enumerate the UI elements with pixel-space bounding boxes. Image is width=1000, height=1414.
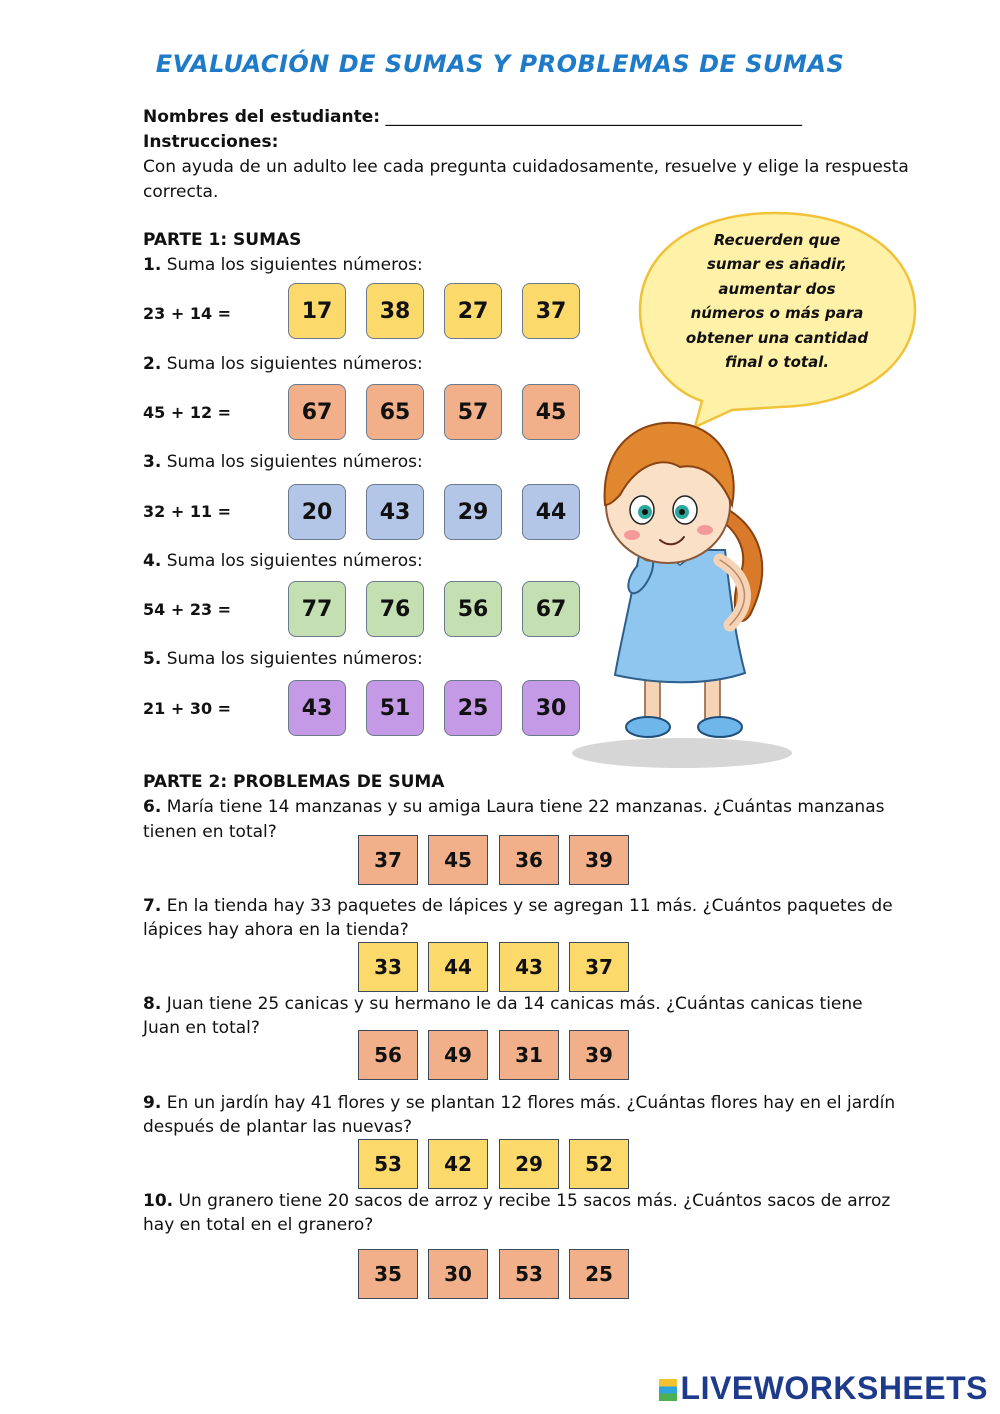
q4-option-d[interactable]: 67 — [522, 581, 580, 637]
q8-option-d[interactable]: 39 — [569, 1030, 629, 1080]
q2-option-b[interactable]: 65 — [366, 384, 424, 440]
part1-heading: PARTE 1: SUMAS — [143, 230, 302, 250]
question-number: 3. — [143, 452, 162, 472]
bubble-line: obtener una cantidad — [685, 328, 869, 347]
logo-icon — [659, 1379, 677, 1401]
question-10-line-2: hay en total en el granero? — [143, 1215, 374, 1235]
q5-option-b[interactable]: 51 — [366, 680, 424, 736]
q8-option-a[interactable]: 56 — [358, 1030, 418, 1080]
question-number: 2. — [143, 354, 162, 374]
q1-option-d[interactable]: 37 — [522, 283, 580, 339]
question-8-line-1 — [143, 992, 863, 1017]
q4-option-a[interactable]: 77 — [288, 581, 346, 637]
q1-option-c[interactable]: 27 — [444, 283, 502, 339]
q10-option-c[interactable]: 53 — [499, 1249, 559, 1299]
student-name-line[interactable]: _________________________________________________ — [385, 107, 802, 127]
question-text: María tiene 14 manzanas y su amiga Laura tiene 22 manzanas. ¿Cuántas manzanas — [161, 797, 885, 817]
q8-option-b[interactable]: 49 — [428, 1030, 488, 1080]
question-5-prompt — [143, 647, 423, 672]
question-8-line-2: Juan en total? — [143, 1018, 260, 1038]
q2-option-d[interactable]: 45 — [522, 384, 580, 440]
question-2-prompt — [143, 352, 423, 377]
question-text: Suma los siguientes números: — [161, 255, 423, 275]
q2-option-a[interactable]: 67 — [288, 384, 346, 440]
question-text: Un granero tiene 20 sacos de arroz y recibe 15 sacos más. ¿Cuántos sacos de arroz — [173, 1191, 891, 1211]
q6-option-b[interactable]: 45 — [428, 835, 488, 885]
question-2-equation: 45 + 12 = — [143, 403, 232, 422]
question-number: 5. — [143, 649, 162, 669]
q8-option-c[interactable]: 31 — [499, 1030, 559, 1080]
question-3-prompt — [143, 450, 423, 475]
q6-option-a[interactable]: 37 — [358, 835, 418, 885]
q7-option-c[interactable]: 43 — [499, 942, 559, 992]
question-1-equation: 23 + 14 = — [143, 304, 232, 323]
question-text: En un jardín hay 41 flores y se plantan 12 flores más. ¿Cuántas flores hay en el jardín — [161, 1093, 896, 1113]
q5-option-a[interactable]: 43 — [288, 680, 346, 736]
liveworksheets-logo — [659, 1370, 988, 1407]
question-text: Suma los siguientes números: — [161, 551, 423, 571]
bubble-line: Recuerden que — [713, 231, 841, 249]
q1-option-a[interactable]: 17 — [288, 283, 346, 339]
question-10-line-1 — [143, 1189, 890, 1214]
q9-option-a[interactable]: 53 — [358, 1139, 418, 1189]
q5-option-c[interactable]: 25 — [444, 680, 502, 736]
question-text: Suma los siguientes números: — [161, 354, 423, 374]
q9-option-d[interactable]: 52 — [569, 1139, 629, 1189]
question-number: 1. — [143, 255, 162, 275]
question-7-line-1 — [143, 894, 893, 919]
question-9-line-2: después de plantar las nuevas? — [143, 1117, 412, 1137]
q9-option-c[interactable]: 29 — [499, 1139, 559, 1189]
q10-option-a[interactable]: 35 — [358, 1249, 418, 1299]
question-1-prompt — [143, 253, 423, 278]
instructions-line-2: correcta. — [143, 182, 219, 202]
q4-option-c[interactable]: 56 — [444, 581, 502, 637]
q3-option-c[interactable]: 29 — [444, 484, 502, 540]
question-6-line-2: tienen en total? — [143, 822, 277, 842]
question-9-line-1 — [143, 1091, 895, 1116]
question-number: 9. — [143, 1093, 162, 1113]
question-3-equation: 32 + 11 = — [143, 502, 232, 521]
question-number: 8. — [143, 994, 162, 1014]
question-5-equation: 21 + 30 = — [143, 699, 232, 718]
bubble-line: final o total. — [724, 353, 830, 372]
question-4-equation: 54 + 23 = — [143, 600, 232, 619]
q9-option-b[interactable]: 42 — [428, 1139, 488, 1189]
q6-option-d[interactable]: 39 — [569, 835, 629, 885]
q1-option-b[interactable]: 38 — [366, 283, 424, 339]
question-number: 4. — [143, 551, 162, 571]
question-text: En la tienda hay 33 paquetes de lápices y se agregan 11 más. ¿Cuántos paquetes de — [161, 896, 893, 916]
question-4-prompt — [143, 549, 423, 574]
page-title: EVALUACIÓN DE SUMAS Y PROBLEMAS DE SUMAS — [155, 50, 845, 78]
question-6-line-1 — [143, 795, 885, 820]
bubble-line: sumar es añadir, — [707, 255, 847, 274]
question-text: Suma los siguientes números: — [161, 452, 423, 472]
question-number: 6. — [143, 797, 162, 817]
bubble-line: aumentar dos — [718, 279, 836, 298]
question-number: 10. — [143, 1191, 174, 1211]
bubble-line: números o más para — [690, 304, 864, 323]
bubble-text — [672, 228, 882, 374]
part2-heading: PARTE 2: PROBLEMAS DE SUMA — [143, 772, 445, 792]
question-number: 7. — [143, 896, 162, 916]
q5-option-d[interactable]: 30 — [522, 680, 580, 736]
q10-option-b[interactable]: 30 — [428, 1249, 488, 1299]
q7-option-a[interactable]: 33 — [358, 942, 418, 992]
q4-option-b[interactable]: 76 — [366, 581, 424, 637]
q2-option-c[interactable]: 57 — [444, 384, 502, 440]
student-name-row — [143, 105, 863, 130]
question-text: Suma los siguientes números: — [161, 649, 423, 669]
q3-option-b[interactable]: 43 — [366, 484, 424, 540]
question-7-line-2: lápices hay ahora en la tienda? — [143, 920, 409, 940]
instructions-label: Instrucciones: — [143, 132, 279, 152]
q7-option-d[interactable]: 37 — [569, 942, 629, 992]
shadow — [572, 738, 792, 768]
q10-option-d[interactable]: 25 — [569, 1249, 629, 1299]
q7-option-b[interactable]: 44 — [428, 942, 488, 992]
instructions-line-1: Con ayuda de un adulto lee cada pregunta cuidadosamente, resuelve y elige la respuesta — [143, 157, 909, 177]
q3-option-d[interactable]: 44 — [522, 484, 580, 540]
q6-option-c[interactable]: 36 — [499, 835, 559, 885]
q3-option-a[interactable]: 20 — [288, 484, 346, 540]
logo-text: LIVEWORKSHEETS — [680, 1370, 988, 1406]
question-text: Juan tiene 25 canicas y su hermano le da 14 canicas más. ¿Cuántas canicas tiene — [161, 994, 863, 1014]
student-name-label: Nombres del estudiante: — [143, 107, 381, 127]
